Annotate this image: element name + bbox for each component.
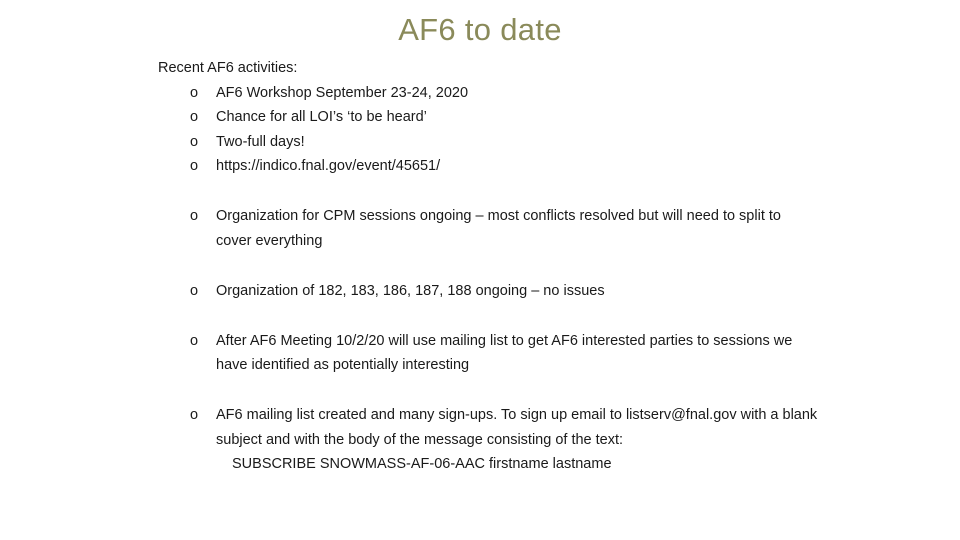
bullet-icon: o — [190, 332, 199, 349]
slide-title: AF6 to date — [398, 12, 562, 47]
list-item-text: AF6 Workshop September 23-24, 2020 — [216, 84, 469, 101]
list-item — [158, 329, 818, 378]
list-item-text: AF6 mailing list created and many sign-ups. To sign up email to listserv@fnal.gov with a blank subject and with the body of the message consisting of the text: — [216, 407, 818, 448]
list-item — [158, 154, 818, 179]
list-item-text: Chance for all LOI’s ‘to be heard’ — [216, 109, 427, 125]
intro-text: Recent AF6 activities: — [158, 60, 298, 76]
slide-body — [158, 56, 818, 477]
bullet-icon: o — [190, 208, 199, 224]
list-item-text: Two-full days! — [216, 133, 305, 150]
bullet-icon: o — [190, 84, 199, 101]
list-item — [158, 81, 818, 106]
bullet-icon: o — [190, 407, 199, 423]
list-item-text: Organization of 182, 183, 186, 187, 188 ongoing – no issues — [216, 282, 605, 299]
list-item — [158, 130, 818, 155]
subscribe-command: SUBSCRIBE SNOWMASS-AF-06-AAC firstname lastname — [232, 456, 612, 472]
bullet-icon: o — [190, 133, 199, 150]
list-item-text: Organization for CPM sessions ongoing – most conflicts resolved but will need to split to cover everything — [216, 208, 781, 249]
list-item-text: After AF6 Meeting 10/2/20 will use mailing list to get AF6 interested parties to sessions we have identified as potentially interesting — [216, 332, 793, 373]
list-item — [158, 279, 818, 304]
list-item — [158, 105, 818, 130]
list-item — [158, 403, 818, 477]
event-link: https://indico.fnal.gov/event/45651/ — [216, 158, 441, 174]
list-item — [158, 204, 818, 253]
bullet-icon: o — [190, 158, 199, 174]
bullet-icon: o — [190, 282, 199, 299]
bullet-icon: o — [190, 109, 199, 125]
activity-list — [158, 81, 818, 477]
